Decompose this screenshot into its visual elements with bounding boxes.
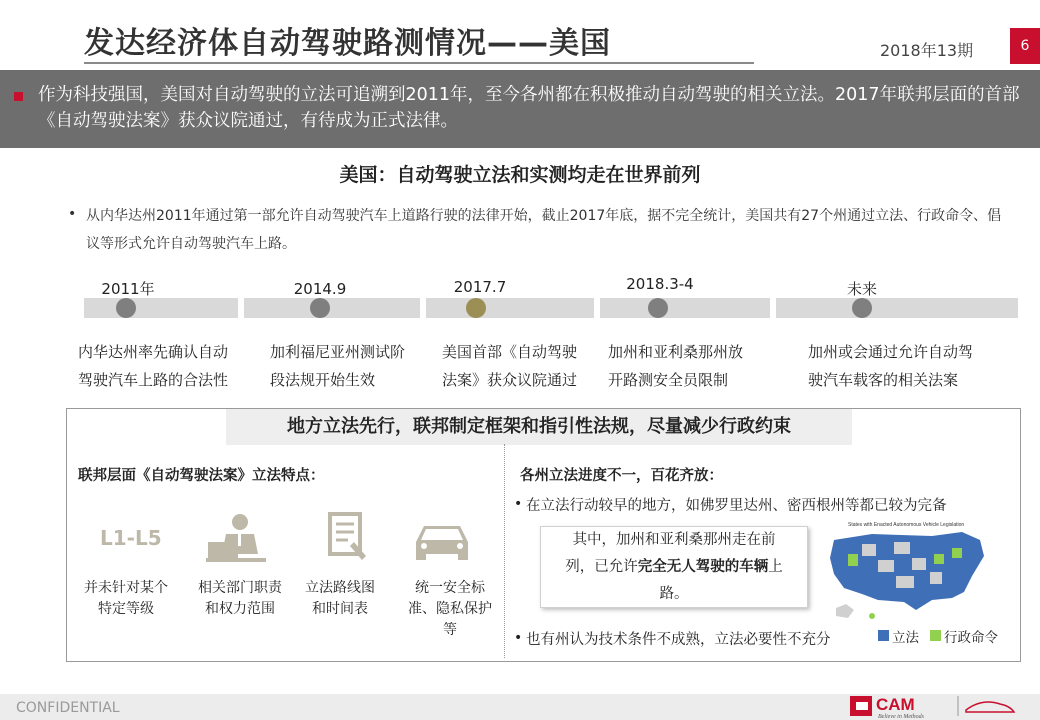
state-bullet-1: 在立法行动较早的地方，如佛罗里达州、密西根州等都已较为完备 [526,498,947,514]
map-state-no-law [930,572,942,584]
timeline-desc-line: 驾驶汽车上路的合法性 [78,371,229,389]
section-subheading: 美国：自动驾驶立法和实测均走在世界前列 [339,164,701,186]
callout-box [540,526,808,608]
page-number-badge: 6 [1010,28,1040,64]
map-title: States with Enacted Autonomous Vehicle Legislation [848,522,965,528]
level-badge-icon: L1-L5 [100,526,162,550]
feature-caption-line: 立法路线图 [305,580,375,596]
map-state-no-law [912,558,926,570]
federal-features-title: 联邦层面《自动驾驶法案》立法特点： [78,468,325,484]
timeline-desc-line: 段法规开始生效 [270,371,376,389]
feature-caption [76,578,176,620]
callout-line [541,554,807,581]
brand-tagline: Believe in Methods [878,714,924,720]
title-underline [84,62,754,64]
map-hawaii [869,613,875,619]
car-outline-logo-icon [966,702,1014,712]
square-bullet-icon [14,92,23,101]
map-state-no-law [862,544,876,556]
callout-line: 路。 [659,586,689,602]
legend-label: 立法 [892,630,919,646]
timeline-dot [852,298,872,318]
timeline-description [270,338,445,394]
timeline-dot [116,298,136,318]
timeline-separator [238,296,244,320]
map-state-no-law [894,542,910,554]
timeline-description [808,338,1008,394]
callout-text: 列，已允许 [565,559,638,575]
timeline-desc-line: 加州或会通过允许自动驾 [808,343,974,361]
feature-caption [190,578,290,620]
official-person-icon [204,512,268,566]
legend-swatch-executive-order [930,630,941,641]
bullet-dot: • [514,496,523,512]
feature-caption-line: 和权力范围 [205,601,275,617]
state-bullet-2: 也有州认为技术条件不成熟，立法必要性不充分 [526,632,831,648]
feature-caption [290,578,390,620]
timeline-bar [84,298,1018,318]
issue-label: 2018年13期 [880,41,974,60]
summary-box-heading: 地方立法先行，联邦制定框架和指引性法规，尽量减少行政约束 [226,409,852,445]
feature-caption-line: 准、隐私保护 [408,601,492,617]
feature-caption-line: 相关部门职责 [198,580,282,596]
map-alaska [836,604,854,618]
intro-paragraph: 从内华达州2011年通过第一部允许自动驾驶汽车上道路行驶的法律开始，截止2017年底，据不完全统计，美国共有27个州通过立法、行政命令、倡议等形式允许自动驾驶汽车上路。 [86,208,1002,252]
timeline-dot [648,298,668,318]
feature-caption-line: 并未针对某个 [84,580,168,596]
map-state-executive-order [848,554,858,566]
column-divider [504,444,506,658]
timeline-label: 2018.3-4 [626,275,694,293]
timeline-label: 未来 [846,280,877,298]
timeline-desc-line: 开路测安全员限制 [608,371,729,389]
feature-caption-line: 等 [443,622,457,638]
timeline-desc-line: 美国首部《自动驾驶 [442,343,578,361]
timeline-desc-line: 加利福尼亚州测试阶 [270,343,406,361]
bullet-dot: • [68,206,77,222]
state-progress-title: 各州立法进度不一，百花齐放： [520,468,723,484]
page-title: 发达经济体自动驾驶路测情况——美国 [84,26,611,61]
feature-caption-line: 和时间表 [312,601,368,617]
legend-label: 行政命令 [944,630,998,646]
feature-caption-line: 特定等级 [98,601,154,617]
car-icon [410,512,474,566]
timeline-description [608,338,783,394]
us-state-legislation-map [812,518,1012,624]
timeline-desc-line: 法案》获众议院通过 [442,371,578,389]
timeline-description [78,338,253,394]
map-state-executive-order [934,554,944,564]
callout-text: 上 [768,559,783,575]
map-state-no-law [878,560,894,572]
cam-logo [850,692,1040,720]
confidential-label: CONFIDENTIAL [16,700,120,716]
timeline-label: 2017.7 [453,278,507,296]
legend-swatch-legislation [878,630,889,641]
timeline-label: 2011年 [101,280,155,298]
timeline-label: 2014.9 [293,280,347,298]
timeline-desc-line: 加州和亚利桑那州放 [608,343,744,361]
timeline-dot [310,298,330,318]
map-state-no-law [896,576,914,588]
feature-caption [400,578,500,641]
banner-text: 作为科技强国，美国对自动驾驶的立法可追溯到2011年，至今各州都在积极推动自动驾驶的相关立法。2017年联邦层面的首部《自动驾驶法案》获众议院通过，有待成为正式法律。 [38,85,1020,131]
callout-line: 其中，加州和亚利桑那州走在前 [572,532,776,548]
timeline-separator [770,296,776,320]
timeline-desc-line: 驶汽车载客的相关法案 [808,371,959,389]
timeline-separator [594,296,600,320]
map-state-executive-order [952,548,962,558]
document-pen-icon [320,512,384,566]
callout-emphasis: 完全无人驾驶的车辆 [637,559,769,575]
bullet-dot: • [514,630,523,646]
timeline-separator [420,296,426,320]
timeline-desc-line: 内华达州率先确认自动 [78,343,229,361]
brand-name: CAM [876,695,915,714]
feature-caption-line: 统一安全标 [415,580,485,596]
timeline-dot-current [466,298,486,318]
timeline-description [442,338,617,394]
